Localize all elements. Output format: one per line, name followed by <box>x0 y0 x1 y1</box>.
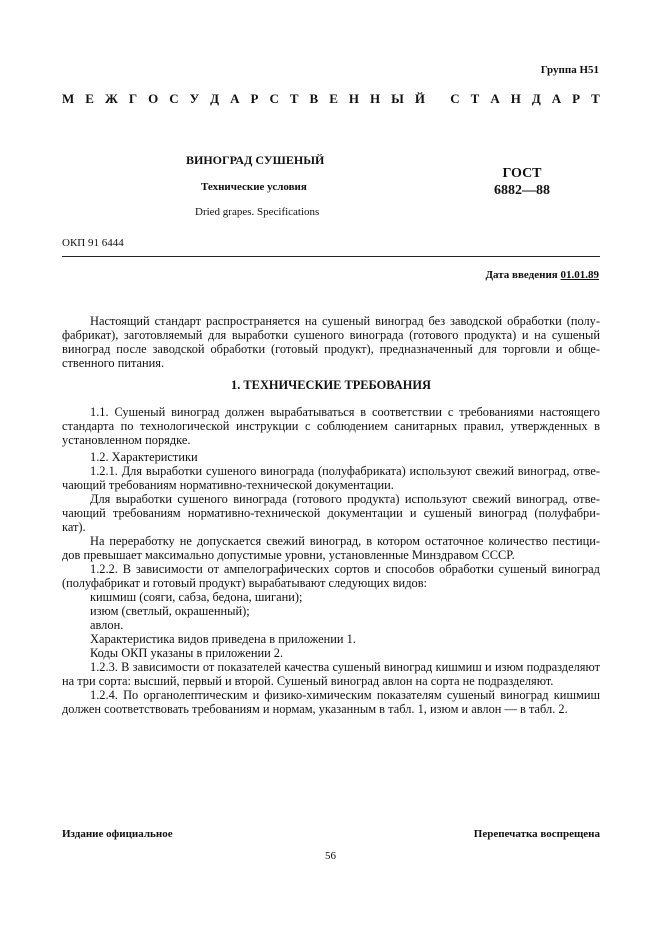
effective-date <box>485 269 599 281</box>
paragraph-line: на три сорта: высший, первый и второй. Сушеный виноград авлон на сорта не подразделяют. <box>62 674 554 688</box>
paragraph-line: дов превышает максимально допустимые уровни, установленные Минздравом СССР. <box>62 548 515 562</box>
banner-letter: Ж <box>104 91 118 106</box>
footer-reprint: Перепечатка воспрещена <box>473 828 600 840</box>
banner-letter: С <box>450 91 460 106</box>
date-value: 01.01.89 <box>560 269 599 281</box>
banner-letter: А <box>230 91 240 106</box>
banner-letter: М <box>62 91 75 106</box>
english-title: Dried grapes. Specifications <box>195 206 320 218</box>
banner-letter: О <box>148 91 159 106</box>
banner-letter: А <box>490 91 500 106</box>
banner-letter: С <box>169 91 179 106</box>
banner-letter: Т <box>289 91 299 106</box>
paragraph-line-first: 1.2.3. В зависимости от показателей качества сушеный виноград кишмиш и изюм подразделяют <box>90 660 600 674</box>
paragraph-line-first: На переработку не допускается свежий виноград, в котором остаточное количество пестици- <box>90 534 600 548</box>
banner-letter: Ы <box>391 91 404 106</box>
page-footer <box>62 828 600 840</box>
banner-letter: Д <box>531 91 541 106</box>
paragraph-line: должен соответствовать требованиям и нормам, указанным в табл. 1, изюм и авлон — в табл. 2. <box>62 702 568 716</box>
paragraph-line-first: кишмиш (сояги, сабза, бедона, шигани); <box>90 590 303 604</box>
document-subtitle: Технические условия <box>201 181 307 193</box>
paragraph-line-first: изюм (светлый, окрашенный); <box>90 604 250 618</box>
paragraph-line: фабрикат), заготовляемый для выработки сушеного винограда (готового продукта) и на сушеный <box>62 328 600 342</box>
date-label: Дата введения <box>485 269 558 281</box>
paragraph-line-first: Характеристика видов приведена в приложении 1. <box>90 632 356 646</box>
paragraph-line: стандарта по технологической инструкции с соблюдением санитарных правил, утвержденных в <box>62 419 600 433</box>
banner-letter: Н <box>510 91 521 106</box>
banner-letter: Р <box>572 91 581 106</box>
banner-letter: Е <box>329 91 338 106</box>
paragraph-line: чающий требованиям нормативно-технической документации и сушеный виноград (полуфабри- <box>62 506 600 520</box>
paragraph-line-first: Настоящий стандарт распространяется на сушеный виноград без заводской обработки (полу- <box>90 314 600 328</box>
paragraph-line: (полуфабрикат и готовый продукт) вырабатывают следующих видов: <box>62 576 427 590</box>
section-heading: 1. ТЕХНИЧЕСКИЕ ТРЕБОВАНИЯ <box>231 378 431 392</box>
banner-letter: Т <box>591 91 600 106</box>
group-code: Группа Н51 <box>540 64 599 76</box>
page-number: 56 <box>325 850 336 862</box>
banner-letter: Н <box>348 91 359 106</box>
banner-letter: Т <box>470 91 480 106</box>
paragraph-line: виноград после заводской обработки (готовый продукт), предназначенный для торговли и обще- <box>62 342 600 356</box>
paragraph-line-first: 1.2.1. Для выработки сушеного винограда (полуфабриката) используют свежий виноград, отве- <box>90 464 600 478</box>
banner-letter: Р <box>250 91 259 106</box>
banner-letter: Й <box>414 91 425 106</box>
document-title: ВИНОГРАД СУШЕНЫЙ <box>186 153 325 167</box>
document-body <box>62 314 600 716</box>
banner-letter: У <box>189 91 200 106</box>
banner-letter: С <box>269 91 279 106</box>
paragraph-line: ственного питания. <box>62 356 165 370</box>
paragraph-line-first: Коды ОКП указаны в приложении 2. <box>90 646 284 660</box>
banner-letter: А <box>551 91 562 106</box>
paragraph-line-first: 1.2. Характеристики <box>90 450 198 464</box>
banner-letter: Е <box>85 91 94 106</box>
standard-banner <box>62 91 600 107</box>
gost-designation <box>494 165 550 199</box>
paragraph-line-first: авлон. <box>90 618 124 632</box>
paragraph-line: чающий требованиям нормативно-технической документации. <box>62 478 394 492</box>
banner-letter: В <box>309 91 319 106</box>
footer-edition: Издание официальное <box>62 828 173 840</box>
paragraph-line-first: 1.1. Сушеный виноград должен вырабатываться в соответствии с требованиями настоящего <box>90 405 600 419</box>
paragraph-line: установленном порядке. <box>62 433 191 447</box>
paragraph-line: кат). <box>62 520 86 534</box>
banner-letter: Н <box>369 91 381 106</box>
paragraph-line-first: 1.2.2. В зависимости от ампелографических сортов и способов обработки сушеный виноград <box>90 562 600 576</box>
banner-letter: Д <box>210 91 220 106</box>
banner-letter <box>436 91 439 107</box>
paragraph-line-first: Для выработки сушеного винограда (готового продукта) используют свежий виноград, отве- <box>90 492 600 506</box>
divider <box>62 256 600 257</box>
gost-label: ГОСТ <box>502 166 542 181</box>
okp-code: ОКП 91 6444 <box>62 237 124 249</box>
gost-number: 6882—88 <box>494 183 550 198</box>
banner-letter: Г <box>128 91 138 106</box>
paragraph-line-first: 1.2.4. По органолептическим и физико-химическим показателям сушеный виноград кишмиш <box>90 688 600 702</box>
